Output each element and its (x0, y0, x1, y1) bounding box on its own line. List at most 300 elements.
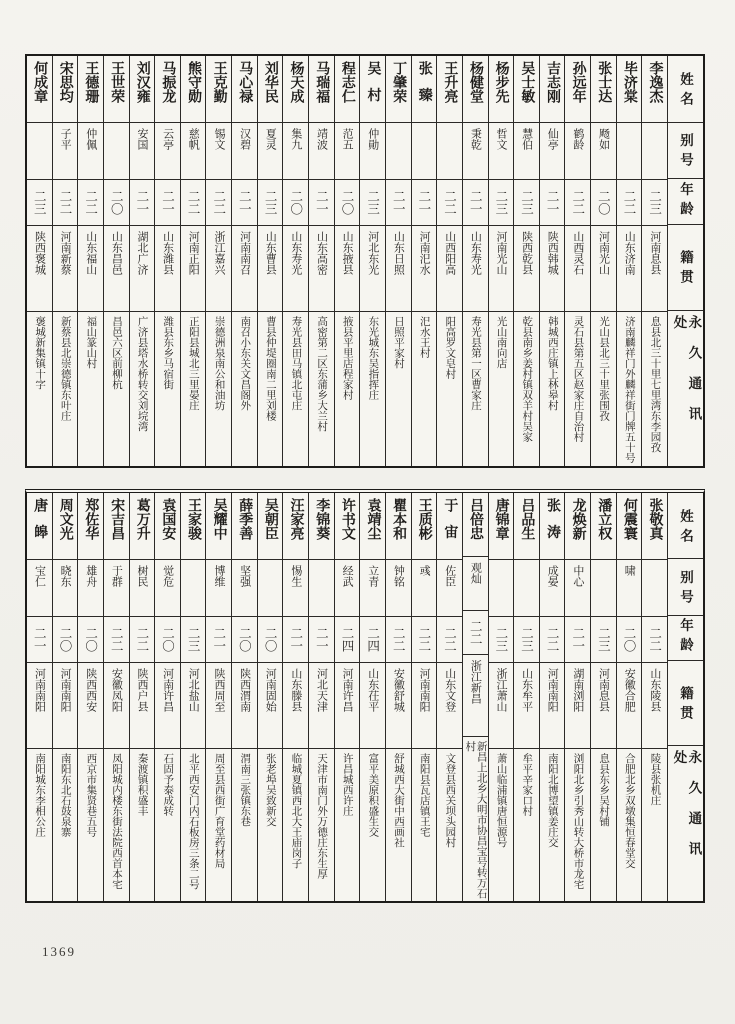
entry-alias (412, 122, 437, 179)
entry-column (385, 56, 411, 466)
entry-age: 二一 (130, 179, 155, 225)
entry-age: 二三 (181, 616, 206, 662)
entry-name: 唐皞 (32, 498, 48, 552)
entry-name: 吕倍忠 (468, 498, 484, 540)
entry-age: 二三 (27, 179, 52, 225)
entry-origin: 陕西户县 (130, 662, 155, 748)
entry-address: 正阳县城北三里晏庄 (181, 311, 206, 466)
entry-alias (642, 122, 667, 179)
entry-column (308, 493, 334, 901)
entry-age: 二三 (489, 179, 514, 225)
entry-address: 东光城东吴指挥庄 (360, 311, 385, 466)
entry-name: 吉志刚 (544, 61, 560, 103)
entry-name: 瞿本和 (391, 498, 407, 540)
entry-age: 二〇 (335, 179, 360, 225)
entry-address: 寿光县田马镇北屯庄 (283, 311, 308, 466)
entry-name: 李锦葵 (314, 498, 330, 540)
entry-alias: 集九 (283, 122, 308, 179)
entry-address: 寿光县第一区曹家庄 (463, 311, 488, 466)
entry-address: 曹县仲堤圈南二里刘楼 (258, 311, 283, 466)
entry-origin: 浙江新昌 (463, 654, 488, 736)
entry-age: 二三 (514, 179, 539, 225)
entry-address: 合肥北乡双墩集恒春堂交 (617, 748, 642, 901)
entry-column (103, 56, 129, 466)
entry-origin: 山西灵石 (565, 225, 590, 311)
entry-column (436, 493, 462, 901)
entry-alias (489, 559, 514, 616)
entry-name: 王升亮 (442, 61, 458, 103)
entry-column (257, 56, 283, 466)
entry-name: 杨天成 (288, 61, 304, 103)
entry-age: 二二 (130, 616, 155, 662)
entry-name: 何震寰 (621, 498, 637, 540)
header-column (667, 493, 703, 901)
entry-column (257, 493, 283, 901)
header-origin: 籍贯 (668, 660, 703, 745)
entry-name: 宋思均 (57, 61, 73, 103)
entry-name: 潘立权 (596, 498, 612, 540)
entry-origin: 河南南阳 (27, 662, 52, 748)
entry-age: 二〇 (155, 616, 180, 662)
entry-name: 张涛 (544, 498, 560, 552)
entry-column (616, 56, 642, 466)
entry-age: 二二 (412, 616, 437, 662)
entry-alias (27, 122, 52, 179)
header-address: 永久通讯处 (668, 310, 703, 467)
entry-alias: 子平 (53, 122, 78, 179)
entry-origin: 山东昌邑 (104, 225, 129, 311)
entry-column (539, 56, 565, 466)
entry-alias: 雄舟 (78, 559, 103, 616)
entry-name: 刘汉雍 (134, 61, 150, 103)
entry-age: 二二 (642, 616, 667, 662)
entry-origin: 山东茌平 (360, 662, 385, 748)
entry-age: 二一 (232, 179, 257, 225)
entry-name: 孙远年 (570, 61, 586, 103)
entry-column (27, 56, 52, 466)
entry-alias (386, 122, 411, 179)
entry-address: 高密第二区东蒲乡大兰村 (309, 311, 334, 466)
entry-name: 唐锦章 (493, 498, 509, 540)
entry-origin: 山东寿光 (283, 225, 308, 311)
entry-column (334, 56, 360, 466)
entry-address: 韩城西庄镇上林皋村 (540, 311, 565, 466)
entry-alias (258, 559, 283, 616)
entry-alias (642, 559, 667, 616)
entry-alias: 慈帆 (181, 122, 206, 179)
entry-origin: 河南息县 (642, 225, 667, 311)
entry-origin: 河南南阳 (540, 662, 565, 748)
entry-origin: 山东曹县 (258, 225, 283, 311)
entry-origin: 浙江嘉兴 (206, 225, 231, 311)
entry-name: 王德珊 (83, 61, 99, 103)
registry-table-top (25, 54, 705, 468)
entry-alias: 云亭 (155, 122, 180, 179)
entry-age: 二三 (489, 616, 514, 662)
entry-origin: 安徽凤阳 (104, 662, 129, 748)
entry-origin: 山东牟平 (514, 662, 539, 748)
entry-alias: 彧 (412, 559, 437, 616)
entry-age: 二四 (335, 616, 360, 662)
entry-alias: 汉碧 (232, 122, 257, 179)
entry-column (436, 56, 462, 466)
entry-name: 张敬真 (647, 498, 663, 540)
entry-address: 光山南向店 (489, 311, 514, 466)
entry-origin: 安徽舒城 (386, 662, 411, 748)
entry-address: 凤阳城内楼东街法院西首本宅 (104, 748, 129, 901)
entry-address: 舒城西大街中西画社 (386, 748, 411, 901)
entry-age: 二一 (309, 179, 334, 225)
header-age: 年龄 (668, 178, 703, 224)
entry-column (205, 493, 231, 901)
entry-address: 汜水王村 (412, 311, 437, 466)
entry-origin: 河南光山 (591, 225, 616, 311)
entry-alias: 仙亭 (540, 122, 565, 179)
entry-name: 于宙 (442, 498, 458, 552)
entry-address: 昌邑六区前柳杭 (104, 311, 129, 466)
entry-column (590, 493, 616, 901)
entry-origin: 河南新蔡 (53, 225, 78, 311)
entry-name: 葛万升 (134, 498, 150, 540)
entry-alias (104, 122, 129, 179)
entry-column (154, 493, 180, 901)
entry-name: 王世荣 (109, 61, 125, 103)
entry-alias: 惕生 (283, 559, 308, 616)
entry-name: 马振龙 (160, 61, 176, 103)
entry-age: 二〇 (53, 616, 78, 662)
entry-column (513, 56, 539, 466)
entry-origin: 湖南浏阳 (565, 662, 590, 748)
entry-age: 二二 (104, 616, 129, 662)
entry-age: 二三 (591, 616, 616, 662)
entry-name: 薛季善 (237, 498, 253, 540)
entry-address: 息县东乡吴村铺 (591, 748, 616, 901)
entry-age: 二三 (514, 616, 539, 662)
entry-address: 阳高罗文皂村 (437, 311, 462, 466)
entry-alias (514, 559, 539, 616)
entry-alias: 慧伯 (514, 122, 539, 179)
entry-age: 二三 (258, 179, 283, 225)
entry-alias: 钟铭 (386, 559, 411, 616)
entry-address: 福山篆山村 (78, 311, 103, 466)
entry-alias: 晓东 (53, 559, 78, 616)
entry-name: 汪家亮 (288, 498, 304, 540)
entry-origin: 湖北广济 (130, 225, 155, 311)
entry-age: 二一 (565, 616, 590, 662)
entry-name: 吴朝臣 (262, 498, 278, 540)
entry-alias: 观灿 (463, 556, 488, 610)
entry-address: 浏阳北乡引秀山转大桥市龙宅 (565, 748, 590, 901)
entry-address: 南阳城东李相公庄 (27, 748, 52, 901)
entry-address: 渭南三张镇东巷 (232, 748, 257, 901)
entry-address: 光山县北三十里张围孜 (591, 311, 616, 466)
entry-address: 新蔡县北崇德镇东叶庄 (53, 311, 78, 466)
entry-origin: 山东日照 (386, 225, 411, 311)
entry-alias (617, 122, 642, 179)
entry-alias (437, 122, 462, 179)
entry-column (411, 493, 437, 901)
entry-origin: 陕西乾县 (514, 225, 539, 311)
entry-origin: 陕西褒城 (27, 225, 52, 311)
entry-origin: 山东潍县 (155, 225, 180, 311)
entry-age: 二二 (437, 179, 462, 225)
entry-age: 二二 (78, 179, 103, 225)
entry-alias: 觉危 (155, 559, 180, 616)
entry-address: 潍县东乡马宿街 (155, 311, 180, 466)
entry-alias: 树民 (130, 559, 155, 616)
entry-age: 二二 (386, 616, 411, 662)
entry-address: 日照平家村 (386, 311, 411, 466)
header-column (667, 56, 703, 466)
entry-column (641, 493, 667, 901)
entry-origin: 浙江萧山 (489, 662, 514, 748)
entry-column (411, 56, 437, 466)
entry-column (77, 493, 103, 901)
entry-address: 南召小东关文昌阁外 (232, 311, 257, 466)
entry-age: 二二 (206, 179, 231, 225)
entry-alias (181, 559, 206, 616)
entry-age: 二二 (463, 610, 488, 654)
entry-age: 二一 (27, 616, 52, 662)
entry-column (462, 493, 488, 901)
entry-column (359, 493, 385, 901)
entry-column (359, 56, 385, 466)
entry-column (180, 56, 206, 466)
entry-name: 李逸杰 (647, 61, 663, 103)
entry-origin: 山东福山 (78, 225, 103, 311)
entry-origin: 陕西韩城 (540, 225, 565, 311)
entry-address: 广济县塔水桥转交刘垸湾 (130, 311, 155, 466)
entry-age: 二一 (463, 179, 488, 225)
entry-column (513, 493, 539, 901)
entry-alias: 博维 (206, 559, 231, 616)
entry-address: 南阳东北石鼓泉寨 (53, 748, 78, 901)
entry-name: 杨健堂 (468, 61, 484, 103)
entry-alias: 立青 (360, 559, 385, 616)
entry-address: 牟平辛家口村 (514, 748, 539, 901)
entry-alias (309, 559, 334, 616)
entry-column (154, 56, 180, 466)
entry-address: 灵石县第五区赵家庄自治村 (565, 311, 590, 466)
entry-alias: 佐臣 (437, 559, 462, 616)
entry-address: 西京市集贤巷五号 (78, 748, 103, 901)
entry-name: 吴士敏 (519, 61, 535, 103)
entry-alias: 锡文 (206, 122, 231, 179)
entry-origin: 山东滕县 (283, 662, 308, 748)
entry-address: 秦渡镇积盛丰 (130, 748, 155, 901)
header-name: 姓名 (678, 508, 694, 548)
entry-name: 毕济棠 (621, 61, 637, 103)
entry-origin: 山东陵县 (642, 662, 667, 748)
entry-name: 王克勤 (211, 61, 227, 103)
entry-origin: 山东掖县 (335, 225, 360, 311)
entry-alias: 中心 (565, 559, 590, 616)
entry-name: 郑佐华 (83, 498, 99, 540)
entry-name: 袁靖尘 (365, 498, 381, 540)
entry-age: 二一 (309, 616, 334, 662)
entry-name: 丁肇荣 (391, 61, 407, 103)
entry-address: 许昌城西许庄 (335, 748, 360, 901)
entry-alias: 靖波 (309, 122, 334, 179)
entry-origin: 河南许昌 (335, 662, 360, 748)
entry-column (52, 56, 78, 466)
header-name: 姓名 (678, 71, 694, 111)
entry-column (641, 56, 667, 466)
entry-origin: 河南固始 (258, 662, 283, 748)
entry-origin: 安徽合肥 (617, 662, 642, 748)
entry-name: 吴耀中 (211, 498, 227, 540)
entry-column (616, 493, 642, 901)
entry-name: 龙焕新 (570, 498, 586, 540)
entry-age: 二一 (283, 616, 308, 662)
entry-alias: 啸 (617, 559, 642, 616)
entry-alias: 夏灵 (258, 122, 283, 179)
entry-column (590, 56, 616, 466)
entry-alias: 仲勛 (360, 122, 385, 179)
entry-origin: 山东寿光 (463, 225, 488, 311)
entry-origin: 陕西周至 (206, 662, 231, 748)
entry-column (385, 493, 411, 901)
entry-origin: 河南汜水 (412, 225, 437, 311)
entry-age: 二〇 (78, 616, 103, 662)
entry-address: 南阳县瓦店镇王宅 (412, 748, 437, 901)
entry-age: 二二 (437, 616, 462, 662)
entry-column (231, 493, 257, 901)
page-number: 1369 (42, 944, 76, 959)
entry-age: 二二 (181, 179, 206, 225)
entry-age: 二二 (540, 616, 565, 662)
entry-column (205, 56, 231, 466)
entry-alias: 鹤龄 (565, 122, 590, 179)
entry-age: 二一 (412, 179, 437, 225)
entry-origin: 陕西渭南 (232, 662, 257, 748)
entry-name: 王家骏 (185, 498, 201, 540)
entry-alias: 成晏 (540, 559, 565, 616)
header-age: 年龄 (668, 615, 703, 661)
entry-origin: 陕西西安 (78, 662, 103, 748)
entry-address: 北平西安门内石板房三条二号 (181, 748, 206, 901)
entry-name: 张士达 (596, 61, 612, 103)
entry-column (308, 56, 334, 466)
entry-origin: 河南光山 (489, 225, 514, 311)
header-address: 永久通讯处 (668, 745, 703, 901)
entry-address: 周至县西街广育堂药材局 (206, 748, 231, 901)
entry-origin: 河南南阳 (412, 662, 437, 748)
entry-name: 何成章 (32, 61, 48, 103)
entry-origin: 山东高密 (309, 225, 334, 311)
header-alias: 别号 (668, 558, 703, 614)
entry-name: 吕品生 (519, 498, 535, 540)
entry-origin: 河南许昌 (155, 662, 180, 748)
entry-origin: 河南息县 (591, 662, 616, 748)
header-origin: 籍贯 (668, 224, 703, 309)
entry-name: 马心禄 (237, 61, 253, 103)
entry-age: 二一 (540, 179, 565, 225)
entry-origin: 河北天津 (309, 662, 334, 748)
entry-age: 二〇 (283, 179, 308, 225)
entry-name: 宋吉昌 (109, 498, 125, 540)
entry-address: 萧山临浦镇唐恒源号 (489, 748, 514, 901)
entry-origin: 河北盐山 (181, 662, 206, 748)
entry-name: 程志仁 (339, 61, 355, 103)
entry-column (282, 56, 308, 466)
header-alias: 别号 (668, 122, 703, 179)
entry-column (27, 493, 52, 901)
entry-column (129, 493, 155, 901)
registry-table-bottom (25, 489, 705, 903)
entry-origin: 河南南召 (232, 225, 257, 311)
entry-origin: 山东文登 (437, 662, 462, 748)
entry-address: 济南麟祥门外麟祥街门牌五十号 (617, 311, 642, 466)
entry-column (462, 56, 488, 466)
entry-name: 张臻 (416, 61, 432, 115)
entry-address: 崇德洲泉南公和油坊 (206, 311, 231, 466)
entry-address: 褒城新集镇十字 (27, 311, 52, 466)
entry-column (564, 56, 590, 466)
entry-alias: 经武 (335, 559, 360, 616)
entry-address: 临城夏镇西北大王庙岗子 (283, 748, 308, 901)
entry-name: 袁国安 (160, 498, 176, 540)
entry-address: 张老埠吴致新交 (258, 748, 283, 901)
entry-age: 二三 (642, 179, 667, 225)
entry-age: 二〇 (258, 616, 283, 662)
entry-address: 石固予泰成转 (155, 748, 180, 901)
entry-column (77, 56, 103, 466)
entry-column (231, 56, 257, 466)
entry-age: 二二 (565, 179, 590, 225)
entry-column (488, 493, 514, 901)
entry-name: 王质彬 (416, 498, 432, 540)
entry-column (488, 56, 514, 466)
entry-name: 马瑞福 (314, 61, 330, 103)
entry-age: 二一 (206, 616, 231, 662)
entry-alias: 哲文 (489, 122, 514, 179)
entry-alias: 飏如 (591, 122, 616, 179)
entry-address: 天津市南门外万德庄东生厚 (309, 748, 334, 901)
entry-column (564, 493, 590, 901)
entry-address: 富平美原积盛生交 (360, 748, 385, 901)
entry-alias: 秉乾 (463, 122, 488, 179)
entry-address: 文登县西关坝头园村 (437, 748, 462, 901)
entry-age: 二一 (386, 179, 411, 225)
entry-age: 二〇 (591, 179, 616, 225)
entry-alias (591, 559, 616, 616)
entry-origin: 河南正阳 (181, 225, 206, 311)
entry-alias: 宝仁 (27, 559, 52, 616)
entry-column (334, 493, 360, 901)
entry-name: 吴村 (365, 61, 381, 115)
entry-address: 乾县南乡姜村镇双羊村吴家 (514, 311, 539, 466)
entry-address: 新昌上北乡大明市协昌宝号转万石村 (463, 736, 488, 901)
entry-alias: 于群 (104, 559, 129, 616)
entry-column (103, 493, 129, 901)
entry-age: 二二 (53, 179, 78, 225)
entry-origin: 河南南阳 (53, 662, 78, 748)
entry-origin: 河北东光 (360, 225, 385, 311)
entry-origin: 山东济南 (617, 225, 642, 311)
entry-name: 杨步先 (493, 61, 509, 103)
entry-name: 许书文 (339, 498, 355, 540)
entry-column (52, 493, 78, 901)
entry-alias: 范五 (335, 122, 360, 179)
entry-age: 二一 (155, 179, 180, 225)
entry-address: 南阳北博望镇姜庄交 (540, 748, 565, 901)
entry-age: 二〇 (232, 616, 257, 662)
entry-age: 二二 (617, 179, 642, 225)
entry-alias: 仲佩 (78, 122, 103, 179)
entry-name: 熊守勋 (185, 61, 201, 103)
entry-alias: 坚强 (232, 559, 257, 616)
